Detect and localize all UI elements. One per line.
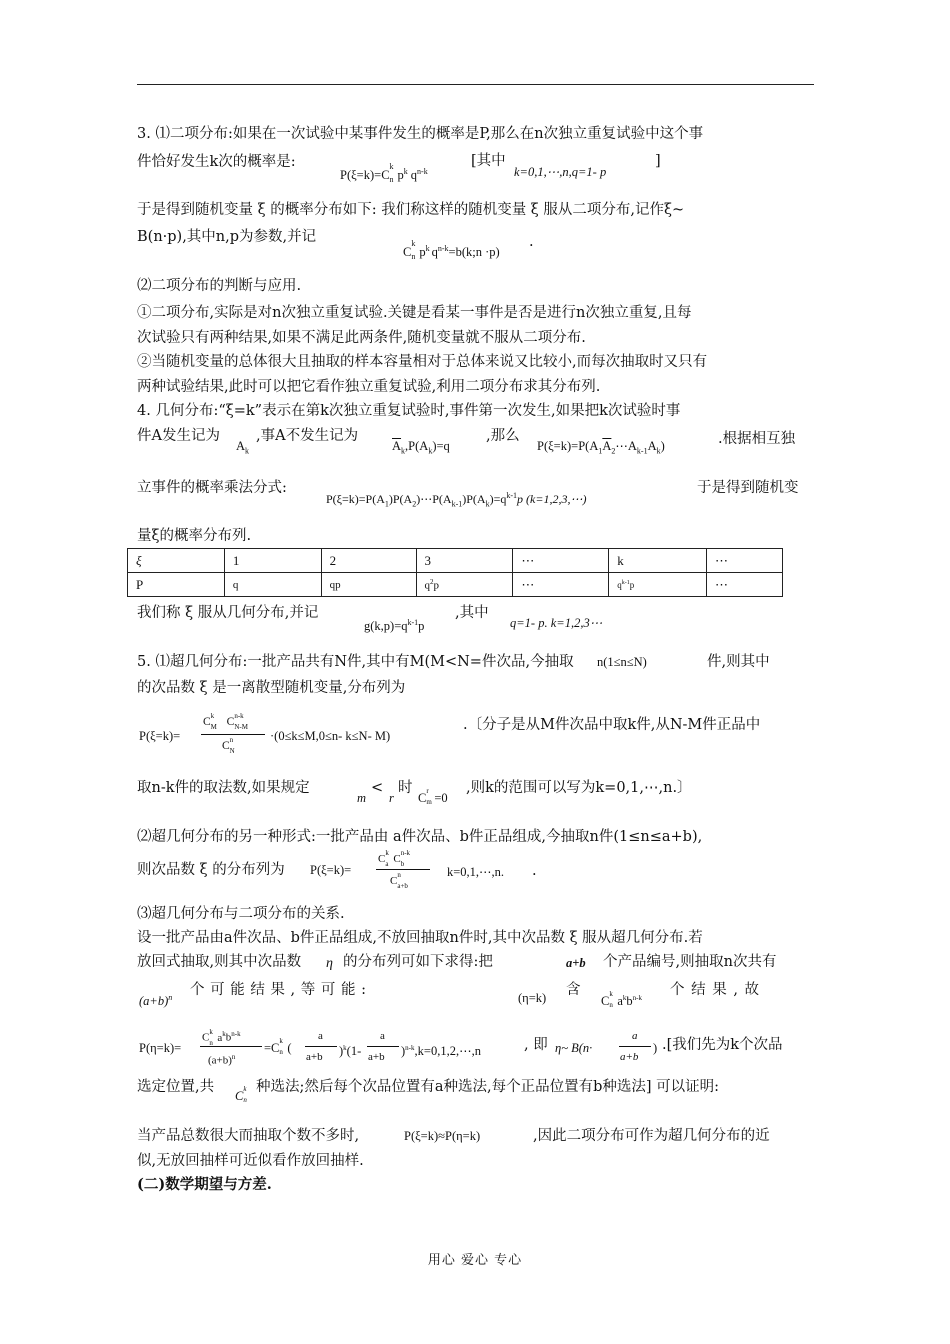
binomial-condition: k=0,1,⋯,n,q=1- p	[514, 165, 607, 179]
table-cell: 1	[224, 549, 321, 573]
hypergeometric-numerator: C k M C n-k N-M	[203, 712, 248, 731]
sec5-sub3-line3a: 个 可 能 结 果 , 等 可 能 :	[190, 982, 367, 998]
frac-a-num-3: a	[632, 1030, 638, 1042]
table-cell: ⋯	[513, 549, 609, 573]
sec3-line2: 件恰好发生k次的概率是:	[137, 154, 296, 170]
event-eta-k: (η=k)	[518, 991, 547, 1005]
hypergeometric-lhs: P(ξ=k)=	[139, 729, 181, 743]
hypergeometric-range: ·(0≤k≤M,0≤n- k≤N- M)	[270, 729, 391, 743]
sec5-sub2-period: .	[532, 863, 537, 879]
eta-binomial: =C k n (	[264, 1037, 292, 1056]
eta-part2: )$^k$(1-	[339, 1044, 362, 1059]
sec3-period: .	[529, 234, 534, 250]
geometric-notation: $g(k,p)=q^{k-1}p$	[364, 618, 425, 634]
fraction-bar	[305, 1046, 337, 1047]
table-cell: ξ	[128, 549, 225, 573]
total-outcomes: $(a+b)^n$	[139, 993, 173, 1009]
sec4-line2b: ,事A不发生记为	[256, 428, 359, 444]
table-cell: P	[128, 573, 225, 597]
var-m: m	[357, 791, 367, 805]
sec5-sub3-line2b: 的分布列可如下求得:把	[343, 954, 493, 970]
eta-distribution: η~ B(n·	[555, 1041, 593, 1055]
fraction-bar	[619, 1046, 651, 1047]
table-cell: ⋯	[513, 573, 609, 597]
binomial-notation: C k n $p^k$ $q^{n-k}=b(k;n \cdot p)$	[403, 239, 500, 262]
sec5-line3a: .〔分子是从M件次品中取k件,从N-M件正品中	[463, 717, 761, 733]
sec5-when: 时	[398, 780, 413, 796]
sec5-line4a: 取n-k件的取法数,如果规定	[137, 780, 310, 796]
geometric-distribution-table	[127, 548, 783, 597]
sec4-line5b: ,其中	[455, 605, 489, 621]
eta-numerator: C k n $a^kb^{n-k}$	[202, 1027, 241, 1047]
outcome-count: C k n $a^kb^{n-k}$	[601, 990, 642, 1010]
geometric-condition: q=1- p. k=1,2,3⋯	[510, 616, 603, 630]
fraction-bar	[376, 869, 430, 870]
table-cell: $q^2p$	[416, 573, 513, 597]
sec5-sub2-line1: ⑵超几何分布的另一种形式:一批产品由 a件次品、b件正品组成,今抽取n件(1≤n≤a+b),	[137, 829, 703, 845]
sec5-sub3-line1: 设一批产品由a件次品、b件正品组成,不放回抽取n件时,其中次品数 ξ 服从超几何分布.若	[137, 930, 703, 946]
approximation-formula: P(ξ=k)≈P(η=k)	[404, 1129, 481, 1143]
frac-a-den-2: a+b	[368, 1051, 385, 1063]
eta-part3: )$^{n-k}$,k=0,1,2,⋯,n	[401, 1044, 481, 1059]
eta-denominator: $(a+b)^n$	[208, 1053, 236, 1067]
sample-size-range: n(1≤n≤N)	[597, 655, 647, 669]
table-cell: qp	[321, 573, 416, 597]
sec5-sub3-line2a: 放回式抽取,则其中次品数	[137, 954, 302, 970]
table-cell: 3	[416, 549, 513, 573]
table-row	[128, 549, 783, 573]
sec5-sub3-title: ⑶超几何分布与二项分布的关系.	[137, 906, 345, 922]
var-r: r	[389, 791, 394, 805]
sec3-bracket-close: ]	[655, 153, 661, 169]
table-row	[128, 573, 783, 597]
hypergeometric-denominator: C n N	[222, 736, 235, 755]
total-items: a+b	[566, 956, 586, 970]
hyper2-lhs: P(ξ=k)=	[310, 863, 352, 877]
eta-lhs: P(η=k)=	[139, 1041, 182, 1055]
hyper2-denominator: C n a+b	[390, 871, 408, 890]
sec5-sub3-line6a: 当产品总数很大而抽取个数不多时,	[137, 1128, 360, 1144]
sec3-line1: 3. ⑴二项分布:如果在一次试验中某事件发生的概率是P,那么在n次独立重复试验中这个事	[137, 126, 704, 142]
sec4-line5a: 我们称 ξ 服从几何分布,并记	[137, 605, 319, 621]
frac-a-den-1: a+b	[306, 1051, 323, 1063]
fraction-bar	[200, 1046, 262, 1047]
sec3-sub2-a2: 次试验只有两种结果,如果不满足此两条件,随机变量就不服从二项分布.	[137, 330, 586, 346]
table-cell: q	[224, 573, 321, 597]
section-heading-expectation: (二)数学期望与方差.	[137, 1176, 272, 1193]
less-than: <	[371, 780, 384, 796]
sec3-sub2-title: ⑵二项分布的判断与应用.	[137, 278, 302, 294]
sec5-line4d: ,则k的范围可以写为k=0,1,⋯,n.〕	[466, 780, 692, 796]
sec4-line4: 量ξ的概率分布列.	[137, 528, 252, 544]
sec5-line2: 的次品数 ξ 是一离散型随机变量,分布列为	[137, 680, 406, 696]
sec5-sub3-line3c: 个 结 果 , 故	[670, 982, 761, 998]
sec4-line3b: 于是得到随机变	[697, 480, 799, 496]
table-cell: ⋯	[707, 549, 783, 573]
sec4-line2a: 件A发生记为	[137, 428, 220, 444]
sec4-line1: 4. 几何分布:“ξ=k”表示在第k次独立重复试验时,事件第一次发生,如果把k次试验时事	[137, 403, 681, 419]
frac-a-den-3: a+b	[620, 1051, 639, 1063]
sec5-line1a: 5. ⑴超几何分布:一批产品共有N件,其中有M(M<N=件次品,今抽取	[137, 654, 574, 670]
sec3-sub2-a1: ①二项分布,实际是对n次独立重复试验.关键是看某一事件是否是进行n次独立重复,且每	[137, 305, 692, 321]
event-ak: $A_k$	[236, 439, 250, 456]
eta-close: )	[653, 1041, 658, 1055]
sec3-sub2-b2: 两种试验结果,此时可以把它看作独立重复试验,利用二项分布求其分布列.	[137, 379, 601, 395]
sec3-sub2-b1: ②当随机变量的总体很大且抽取的样本容量相对于总体来说又比较小,而每次抽取时又只有	[137, 354, 708, 370]
sec5-sub3-line2c: 个产品编号,则抽取n次共有	[603, 954, 777, 970]
binomial-formula: P(ξ=k)=C k n $p^k$ $q^{n-k}$	[340, 162, 428, 185]
var-eta: η	[326, 956, 333, 971]
sec3-bracket-open: [其中	[471, 153, 506, 169]
hyper2-range: k=0,1,⋯,n.	[447, 865, 505, 879]
sec5-sub3-line5b: 种选法;然后每个次品位置有a种选法,每个正品位置有b种选法] 可以证明:	[256, 1079, 720, 1095]
sec5-sub3-line4b: .[我们先为k个次品	[662, 1037, 783, 1053]
page-footer: 用心 爱心 专心	[427, 1253, 523, 1268]
sec5-sub3-line6b: ,因此二项分布可作为超几何分布的近	[533, 1128, 770, 1144]
table-cell: $q^{k-1}p$	[609, 573, 707, 597]
sec5-sub3-line7: 似,无放回抽样可近似看作放回抽样.	[137, 1153, 364, 1169]
sec4-line2c: ,那么	[486, 428, 520, 444]
sec5-sub3-line5a: 选定位置,共	[137, 1079, 215, 1095]
sec3-line4: B(n·p),其中n,p为参数,并记	[137, 229, 317, 245]
geometric-event-formula: $P(\xi=k)=P(A_1\overline{A}_2\cdots A_{k-1}A_k)$	[537, 439, 665, 456]
frac-a-num-1: a	[318, 1030, 323, 1042]
choose-positions: C k n	[235, 1085, 247, 1104]
combination-zero: C r m =0	[418, 787, 448, 806]
sec5-namely: , 即	[524, 1037, 548, 1053]
sec5-contains: 含	[566, 982, 581, 998]
frac-a-num-2: a	[380, 1030, 385, 1042]
sec4-line2d: .根据相互独	[718, 431, 796, 447]
sec5-line1b: 件,则其中	[707, 654, 770, 670]
event-not-ak: $\overline{A}_k,P(A_k)=q$	[392, 439, 450, 456]
geometric-product-formula: $P(\xi=k)=P(A_1)P(A_2)\cdots P(A_{k-1})P(A_k)=q^{k-1}p$ (k=1,2,3,⋯)	[326, 491, 587, 509]
sec3-line3: 于是得到随机变量 ξ 的概率分布如下: 我们称这样的随机变量 ξ 服从二项分布,记作ξ~	[137, 202, 685, 218]
header-rule	[137, 84, 814, 85]
fraction-bar	[367, 1046, 399, 1047]
table-cell: ⋯	[707, 573, 783, 597]
table-cell: k	[609, 549, 707, 573]
table-cell: 2	[321, 549, 416, 573]
sec4-line3a: 立事件的概率乘法分式:	[137, 480, 287, 496]
hyper2-numerator: C k a C n-k b	[378, 849, 411, 868]
sec5-sub2-line2a: 则次品数 ξ 的分布列为	[137, 862, 285, 878]
